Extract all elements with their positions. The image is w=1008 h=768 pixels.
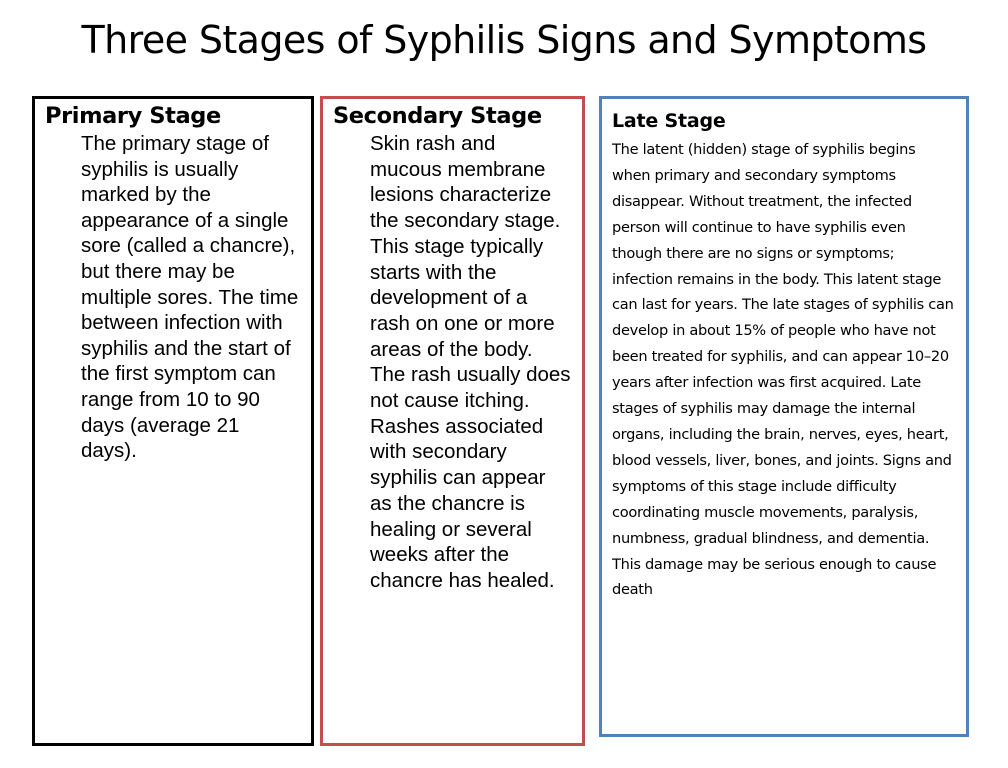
primary-stage-heading: Primary Stage	[45, 103, 221, 129]
primary-stage-panel	[32, 96, 314, 746]
secondary-stage-text: Skin rash and mucous membrane lesions characterize the secondary stage. This stage typically starts with the development of a rash on one or more areas of the body. The rash usually does not cause itching. Rashes associated with secondary syphilis can appear as the chancre is healing or several weeks after the chancre has healed.	[370, 132, 571, 592]
late-stage-panel	[599, 96, 969, 737]
primary-stage-text: The primary stage of syphilis is usually marked by the appearance of a single sore (called a chancre), but there may be multiple sores. The time between infection with syphilis and the start of the first symptom can range from 10 to 90 days (average 21 days).	[81, 132, 299, 463]
secondary-stage-heading: Secondary Stage	[333, 103, 542, 129]
secondary-stage-panel	[320, 96, 585, 746]
slide-title: Three Stages of Syphilis Signs and Symptoms	[81, 18, 927, 62]
late-stage-text: The latent (hidden) stage of syphilis begins when primary and secondary symptoms disappear. Without treatment, the infected person will continue to have syphilis even though there are no signs or symptoms; infection remains in the body. This latent stage can last for years. The late stages of syphilis can develop in about 15% of people who have not been treated for syphilis, and can appear 10–20 years after infection was first acquired. Late stages of syphilis may damage the internal organs, including the brain, nerves, eyes, heart, blood vessels, liver, bones, and joints. Signs and symptoms of this stage include difficulty coordinating muscle movements, paralysis, numbness, gradual blindness, and dementia. This damage may be serious enough to cause death	[612, 141, 954, 599]
late-stage-heading: Late Stage	[612, 110, 726, 132]
